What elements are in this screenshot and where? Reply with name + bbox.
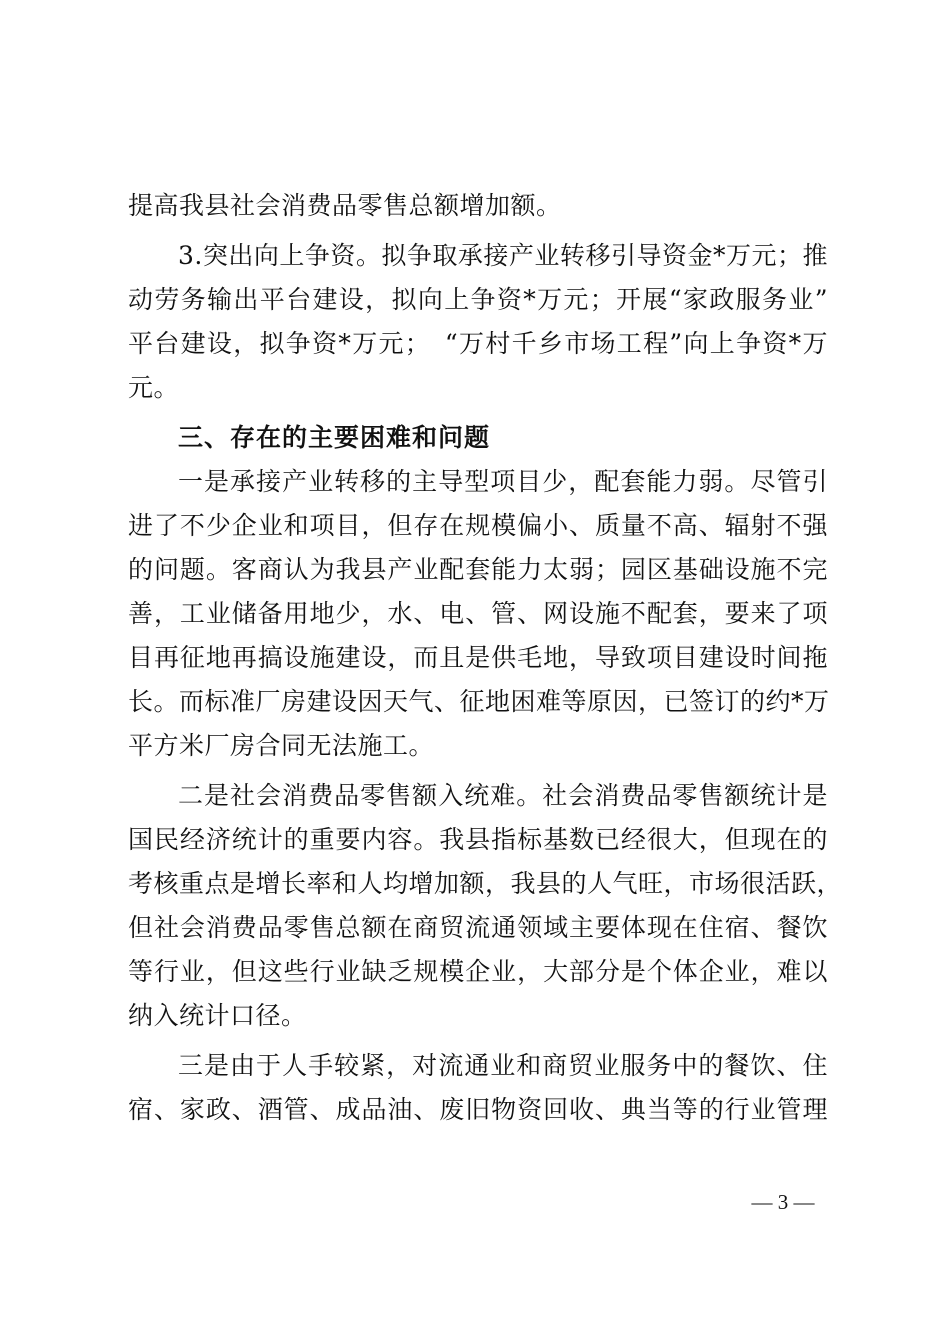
- text-line: 等行业，但这些行业缺乏规模企业，大部分是个体企业，难以: [128, 957, 828, 986]
- text-line: 善，工业储备用地少，水、电、管、网设施不配套，要来了项: [128, 599, 828, 628]
- paragraph-continued: [128, 184, 828, 228]
- paragraph-problem-3: [128, 1044, 828, 1132]
- text-line: 长。而标准厂房建设因天气、征地困难等原因，已签订的约*万: [128, 687, 830, 716]
- text-line: 进了不少企业和项目，但存在规模偏小、质量不高、辐射不强: [128, 511, 828, 540]
- text-line: 的问题。客商认为我县产业配套能力太弱；园区基础设施不完: [128, 555, 828, 584]
- text-line: 提高我县社会消费品零售总额增加额。: [128, 191, 562, 220]
- text-line: 但社会消费品零售总额在商贸流通领域主要体现在住宿、餐饮: [128, 913, 828, 942]
- text-line: 国民经济统计的重要内容。我县指标基数已经很大，但现在的: [128, 825, 828, 854]
- text-line: 三是由于人手较紧，对流通业和商贸业服务中的餐饮、住: [178, 1051, 828, 1080]
- text-line: 元。: [128, 373, 180, 402]
- text-line: 二是社会消费品零售额入统难。社会消费品零售额统计是: [178, 781, 828, 810]
- text-line: 纳入统计口径。: [128, 1001, 307, 1030]
- text-line: 目再征地再搞设施建设，而且是供毛地，导致项目建设时间拖: [128, 643, 828, 672]
- paragraph-problem-2: [128, 774, 843, 1038]
- paragraph-item-3: [128, 234, 828, 410]
- section-heading: 三、存在的主要困难和问题: [178, 423, 491, 452]
- text-line: 3.突出向上争资。拟争取承接产业转移引导资金*万元；推: [178, 241, 828, 270]
- text-line: 宿、家政、酒管、成品油、废旧物资回收、典当等的行业管理: [128, 1095, 828, 1124]
- text-line: 平台建设，拟争资*万元； “万村千乡市场工程”向上争资*万: [128, 329, 828, 358]
- text-line: 平方米厂房合同无法施工。: [128, 731, 435, 760]
- paragraph-problem-1: [128, 460, 828, 768]
- text-line: 一是承接产业转移的主导型项目少，配套能力弱。尽管引: [178, 467, 828, 496]
- text-line: 动劳务输出平台建设，拟向上争资*万元；开展“家政服务业”: [128, 285, 828, 314]
- text-line: 考核重点是增长率和人均增加额，我县的人气旺，市场很活跃，: [128, 869, 843, 898]
- document-body: [128, 184, 843, 1132]
- page-number: — 3 —: [751, 1190, 815, 1214]
